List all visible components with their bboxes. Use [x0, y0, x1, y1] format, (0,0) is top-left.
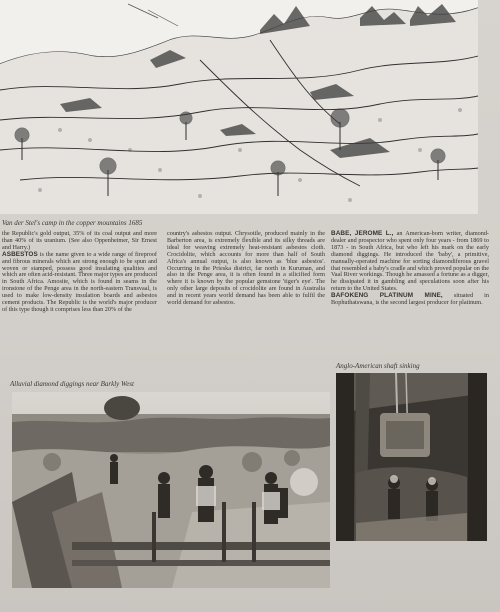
- col1-paragraph-1: the Republic's gold output, 35% of its coal output and more than 40% of its uranium. (See also Oppenheimer, Sir Ernest and Harry.): [2, 230, 157, 251]
- asbestos-heading: ASBESTOS: [2, 250, 38, 258]
- col3-paragraph-1: [331, 231, 489, 293]
- babe-body: an American-born writer, diamond-dealer and prospector who spent only four years - from 1869 to 1873 - in South Africa, but who left his mark on the early diamond diggings. He introduced the 'baby', a primitive, manually-operated machine for sorting diamondiferous gravel that resembled a baby's cradle and which proved popular on the Vaal River workings. Though he amassed a fortune as a digger, he dissipated it in gambling and speculations soon after his return to the United States.: [331, 230, 489, 293]
- babe-heading: BABE, JEROME L.,: [331, 230, 394, 237]
- diamond-diggings-photo: [12, 392, 330, 588]
- text-column-3: [331, 231, 489, 307]
- top-sketch-caption: Van der Stel's camp in the copper mountains 1685: [2, 219, 143, 227]
- col2-paragraph-1: country's asbestos output. Chrysotile, produced mainly in the Barberton area, is extremely flexible and its silky threads are ideal for weaving extremely heat-resistant asbestos cloth. Crocidolite, which accounts for more than half of South Africa's annual output, is also known as 'blue asbestos'. Occurring in the Prieska district, far north in Kuruman, and also in the Penge area, it is often found in a silicified form where it is known by the popular gemstone 'tiger's eye'. The only other large deposits of crocidolite are found in Australia and in recent years world demand has been able to fulfil the world demand for asbestos.: [167, 230, 325, 307]
- shaft-sinking-photo: [336, 373, 487, 541]
- right-photo-caption: Anglo-American shaft sinking: [336, 362, 420, 370]
- col1-paragraph-2: [2, 252, 157, 314]
- shaft-photo-image: [336, 373, 487, 541]
- sketch-drawing: [0, 0, 478, 214]
- mountain-camp-sketch: [0, 0, 478, 214]
- asbestos-body: is the name given to a wide range of fireproof and fibrous minerals which are strong enough to be spun and woven or stamped, possess good insulating qualities and which are often acid-resistant. Three major types are produced in South Africa. Amosite, which is found in seams in the ironstone of the Penge area in the north-eastern Transvaal, is used to make low-density insulation boards and asbestos cement products. The Republic is the world's major producer of this type though it comprises less than 20% of the: [2, 250, 157, 313]
- bafokeng-body: situated in Bophuthatswana, is the second largest producer for platinum.: [331, 292, 489, 307]
- left-photo-caption: Alluvial diamond diggings near Barkly West: [10, 380, 134, 388]
- text-column-2: [167, 231, 325, 307]
- text-column-1: [2, 231, 157, 314]
- diggings-photo-image: [12, 392, 330, 588]
- bafokeng-heading: BAFOKENG PLATINUM MINE,: [331, 292, 443, 300]
- col3-paragraph-2: [331, 293, 489, 307]
